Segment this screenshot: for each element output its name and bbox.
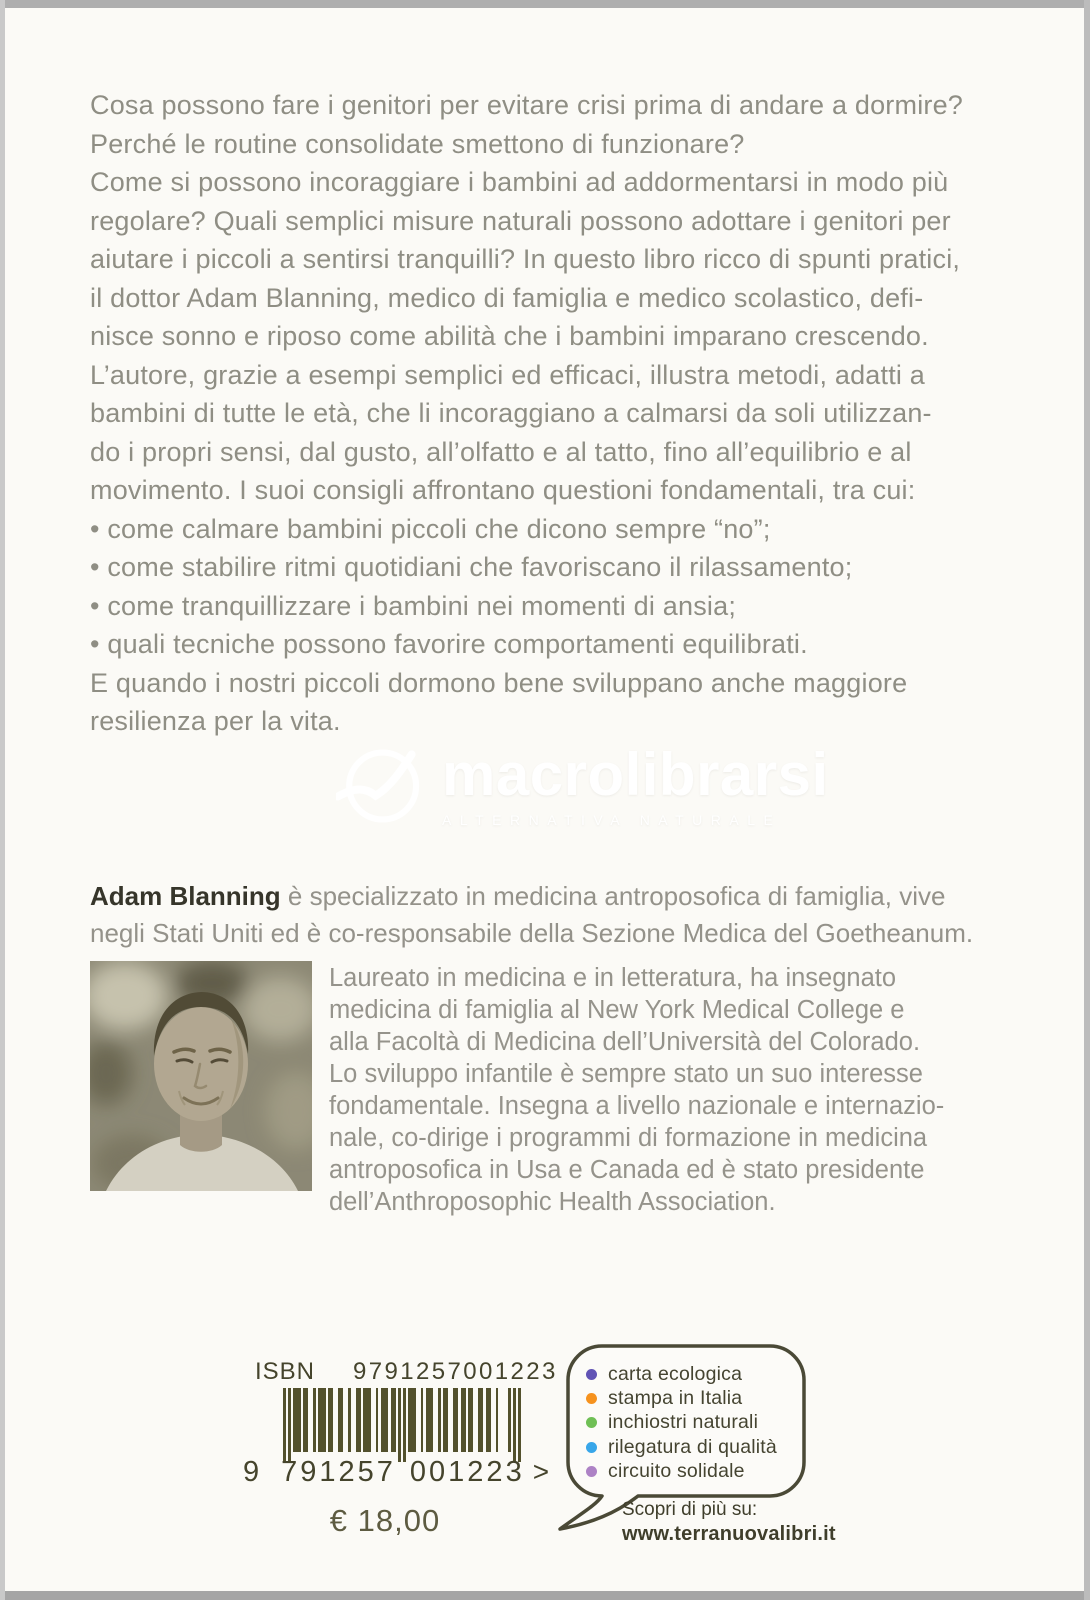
- publisher-link: [622, 1498, 836, 1547]
- synopsis-line: aiutare i piccoli a sentirsi tranquilli? In questo libro ricco di spunti pratici,: [90, 244, 961, 274]
- bio-photo-row: [90, 961, 1014, 1218]
- price: € 18,00: [329, 1503, 441, 1538]
- bio-line: negli Stati Uniti ed è co-responsabile della Sezione Medica del Goetheanum.: [90, 918, 974, 948]
- bio-line: Laureato in medicina e in letteratura, ha insegnato: [329, 964, 897, 992]
- author-bio: [90, 878, 1014, 1218]
- synopsis-bullet-line: • come calmare bambini piccoli che dicono sempre “no”;: [90, 513, 771, 544]
- eco-item-label: rilegatura di qualità: [608, 1435, 777, 1458]
- eco-item: [586, 1411, 777, 1435]
- eco-item: [586, 1435, 777, 1459]
- bio-text-column: [329, 961, 944, 1218]
- eco-item-label: inchiostri naturali: [608, 1411, 759, 1434]
- synopsis-line: do i propri sensi, dal gusto, all’olfatto e al tatto, fino all’equilibrio e al: [90, 436, 912, 467]
- bullet-dot: [586, 1417, 597, 1428]
- scan-edge-bottom: [0, 1591, 1090, 1600]
- eco-item-label: stampa in Italia: [608, 1387, 743, 1410]
- synopsis-line: bambini di tutte le età, che li incoraggiano a calmarsi da soli utilizzan-: [90, 398, 932, 428]
- synopsis-line: movimento. I suoi consigli affrontano questioni fondamentali, tra cui:: [90, 475, 916, 505]
- synopsis-line: il dottor Adam Blanning, medico di famiglia e medico scolastico, defi-: [90, 282, 924, 313]
- synopsis-text: [90, 86, 1014, 741]
- synopsis-bullet-line: • come stabilire ritmi quotidiani che favoriscano il rilassamento;: [90, 552, 853, 582]
- bio-line: antroposofica in Usa e Canada ed è stato presidente: [329, 1156, 925, 1184]
- synopsis-line: nisce sonno e riposo come abilità che i bambini imparano crescendo.: [90, 321, 929, 351]
- bullet-dot: [586, 1442, 597, 1453]
- synopsis-line: regolare? Quali semplici misure naturali possono adottare i genitori per: [90, 205, 951, 236]
- eco-item: [586, 1362, 777, 1386]
- isbn-line: [255, 1358, 558, 1386]
- barcode-quiet-zone-arrow: >: [532, 1456, 550, 1487]
- synopsis-line: resilienza per la vita.: [90, 706, 341, 736]
- bio-line: fondamentale. Insegna a livello nazionale e internazio-: [329, 1092, 945, 1120]
- scan-edge-top: [0, 0, 1090, 8]
- watermark-text: [442, 740, 829, 828]
- bullet-dot: [586, 1393, 597, 1404]
- synopsis-bullet-line: • quali tecniche possono favorire comportamenti equilibrati.: [90, 629, 808, 659]
- isbn-number: 9791257001223: [353, 1358, 558, 1385]
- bio-line: medicina di famiglia al New York Medical College e: [329, 996, 905, 1024]
- eco-bubble-list: [586, 1362, 777, 1484]
- eco-item: [586, 1386, 777, 1410]
- author-name: Adam Blanning: [90, 881, 281, 911]
- synopsis-line: Perché le routine consolidate smettono di funzionare?: [90, 128, 745, 159]
- macrolibrarsi-watermark: [336, 742, 829, 830]
- synopsis-bullet-line: • come tranquillizzare i bambini nei momenti di ansia;: [90, 590, 737, 621]
- watermark-tagline: ALTERNATIVA NATURALE: [442, 811, 782, 828]
- bio-line: Lo sviluppo infantile è sempre stato un suo interesse: [329, 1060, 923, 1088]
- publisher-link-lead: Scopri di più su:: [622, 1499, 758, 1520]
- bio-line: nale, co-dirige i programmi di formazione in medicina: [329, 1124, 928, 1152]
- scan-edge-left: [0, 0, 5, 1600]
- synopsis-line: Cosa possono fare i genitori per evitare crisi prima di andare a dormire?: [90, 90, 964, 120]
- bio-line: dell’Anthroposophic Health Association.: [329, 1188, 776, 1216]
- bullet-dot: [586, 1369, 597, 1380]
- eco-item-label: carta ecologica: [608, 1362, 743, 1385]
- scan-edge-right: [1084, 0, 1090, 1600]
- macrolibrarsi-check-icon: [336, 742, 424, 830]
- author-photo: [90, 961, 312, 1191]
- watermark-brand: macrolibrarsi: [442, 740, 829, 808]
- synopsis-line: L’autore, grazie a esempi semplici ed efficaci, illustra metodi, adatti a: [90, 359, 926, 390]
- synopsis-line: Come si possono incoraggiare i bambini ad addormentarsi in modo più: [90, 167, 949, 197]
- bio-line: [90, 878, 1014, 915]
- eco-item-label: circuito solidale: [608, 1460, 745, 1483]
- synopsis-line: E quando i nostri piccoli dormono bene sviluppano anche maggiore: [90, 667, 908, 698]
- publisher-url: www.terranuovalibri.it: [622, 1523, 836, 1545]
- bullet-dot: [586, 1466, 597, 1477]
- barcode-digit-group2: 001223: [409, 1456, 525, 1488]
- eco-item: [586, 1460, 777, 1484]
- isbn-label: ISBN: [255, 1358, 316, 1385]
- bio-line: alla Facoltà di Medicina dell’Università del Colorado.: [329, 1028, 921, 1056]
- barcode-digit-group1: 791257: [281, 1456, 396, 1488]
- ean13-barcode: [283, 1388, 521, 1464]
- barcode-digits: [243, 1456, 549, 1489]
- bio-line-rest: è specializzato in medicina antroposofica di famiglia, vive: [280, 881, 946, 911]
- barcode-digit-first: 9: [243, 1456, 260, 1488]
